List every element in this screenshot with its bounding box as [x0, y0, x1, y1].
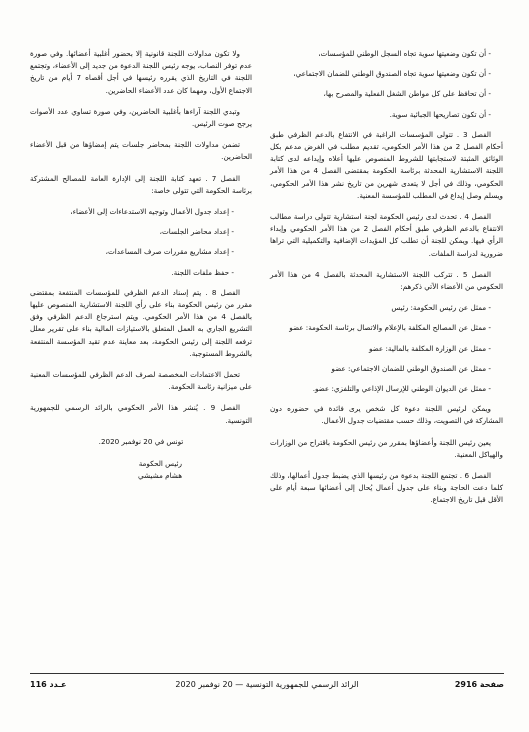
list-item: - حفظ ملفات اللجنة. — [171, 267, 234, 277]
paragraph: الفصل 9 . يُنشر هذا الأمر الحكومي بالرائد الرسمي للجمهورية التونسية. — [30, 403, 252, 425]
page-footer — [30, 680, 504, 694]
paragraph: الفصل 6 . تجتمع اللجنة بدعوة من رئيسها الذي يضبط جدول أعمالها، وذلك كلما دعت الحاجة وبناء على جدول أعمال يُحال إلى أعضائها سبعة أيام على الأقل قبل تاريخ الاجتماع. — [270, 471, 503, 505]
publication-title: الرائد الرسمي للجمهورية التونسية — 20 نوفمبر 2020 — [175, 680, 359, 689]
list-item: - إعداد محاضر الجلسات، — [159, 227, 234, 237]
paragraph: ويمكن لرئيس اللجنة دعوة كل شخص يرى فائدة في حضوره دون المشاركة في التصويت، وذلك حسب مقتضيات جدول الأعمال. — [270, 404, 503, 426]
paragraph: وتبدي اللجنة آراءها بأغلبية الحاضرين، وفي صورة تساوي عدد الأصوات يرجح صوت الرئيس. — [30, 106, 252, 129]
signature-date: تونس في 20 نوفمبر 2020. — [98, 436, 184, 446]
paragraph: الفصل 4 . تحدث لدى رئيس الحكومة لجنة استشارية تتولى دراسة مطالب الانتفاع بالدعم الظرفي طبق أحكام الفصل 2 من هذا الأمر الحكومي وإبداء الرأي فيها. ويمكن للجنة أن تطلب كل المؤيدات الإضافية والتكميلية التي تراها ضرورية لدراسة الملفات. — [270, 212, 503, 258]
signature-role: رئيس الحكومة — [138, 459, 182, 469]
list-item: - أن تكون تصاريحها الجبائية سوية. — [389, 109, 491, 119]
list-item: - ممثل عن الوزارة المكلفة بالمالية: عضو — [368, 343, 491, 353]
paragraph: ولا تكون مداولات اللجنة قانونية إلا بحضور أغلبية أعضائها. وفي صورة عدم توفر النصاب، يوجه رئيس اللجنة الدعوة من جديد إلى الأعضاء، وتجتمع اللجنة في التاريخ الذي يقرره رئيسها في أجل أقصاه 7 أيام من تاريخ الاجتماع الأول، ومهما كان عدد الأعضاء الحاضرين. — [30, 49, 252, 95]
list-item: - إعداد مشاريع مقررات صرف المساعدات، — [105, 247, 234, 257]
paragraph: الفصل 7 . تعهد كتابة اللجنة إلى الإدارة العامة للمصالح المشتركة برئاسة الحكومة التي تتولى خاصة: — [30, 173, 252, 195]
paragraph: تضمن مداولات اللجنة بمحاضر جلسات يتم إمضاؤها من قبل الأعضاء الحاضرين. — [30, 140, 252, 162]
list-item: - أن تحافظ على كل مواطن الشغل الفعلية والمصرح بها، — [323, 89, 491, 99]
paragraph: الفصل 8 . يتم إسناد الدعم الظرفي للمؤسسات المنتفعة بمقتضى مقرر من رئيس الحكومة بناء على رأي اللجنة الاستشارية المنصوص عليها بالفصل 4 من هذا الأمر الحكومي. ويتم استرجاع الدعم الظرفي وفق التشريع الجاري به العمل المتعلق بالاستيازات المالية بناء على تقرير معلل ترفعه اللجنة إلى رئيس الحكومة، بعد معاينة عدم تقيد المؤسسة المنتفعة بالشروط المستوجبة. — [30, 287, 252, 358]
list-item: - إعداد جدول الأعمال وتوجيه الاستدعاءات إلى الأعضاء، — [70, 207, 234, 217]
paragraph: تحمل الاعتمادات المخصصة لصرف الدعم الظرفي للمؤسسات المعنية على ميزانية رئاسة الحكومة. — [30, 370, 252, 392]
right-column — [270, 48, 503, 516]
signature-block — [30, 458, 252, 482]
issue-number: عـدد 116 — [30, 680, 67, 689]
list-item: - ممثل عن رئيس الحكومة: رئيس — [391, 303, 491, 313]
left-column — [30, 48, 252, 482]
paragraph: الفصل 5 . تتركب اللجنة الاستشارية المحدثة بالفصل 4 من هذا الأمر الحكومي من الأعضاء الآتي ذكرهم: — [270, 269, 503, 292]
paragraph: الفصل 3 . تتولى المؤسسات الراغبة في الانتفاع بالدعم الظرفي طبق أحكام الفصل 2 من هذا الأمر الحكومي، تقديم مطلب في الغرض مدعم بكل الوثائق المثبتة لاستجابتها للشروط المنصوص عليها أعلاه وإيداعه لدى كتابة اللجنة الاستشارية المحدثة برئاسة الحكومة بمقتضى الفصل 4 من هذا الأمر الحكومي، وذلك في أجل لا يتعدى شهرين من تاريخ نشر هذا الأمر الحكومي، ويسلم وصل إيداع في المطلب للمؤسسة المعنية. — [270, 129, 503, 200]
paragraph: يعين رئيس اللجنة وأعضاؤها بمقرر من رئيس الحكومة باقتراح من الوزارات والهياكل المعنية. — [270, 437, 503, 459]
footer-rule — [30, 673, 504, 674]
list-item: - أن تكون وضعيتها سوية تجاه الصندوق الوطني للضمان الاجتماعي، — [293, 69, 491, 79]
list-item: - ممثل عن الصندوق الوطني للضمان الاجتماعي: عضو — [331, 363, 491, 373]
list-item: - ممثل عن المصالح المكلفة بالإعلام والاتصال برئاسة الحكومة: عضو — [289, 323, 491, 333]
list-item: - ممثل عن الديوان الوطني للإرسال الإذاعي والتلفزي: عضو. — [312, 384, 491, 394]
page-number: صفحة 2916 — [454, 680, 504, 689]
list-item: - أن تكون وضعيتها سوية تجاه السجل الوطني للمؤسسات، — [318, 49, 491, 58]
signature-name: هشام مشيشي — [138, 471, 182, 481]
